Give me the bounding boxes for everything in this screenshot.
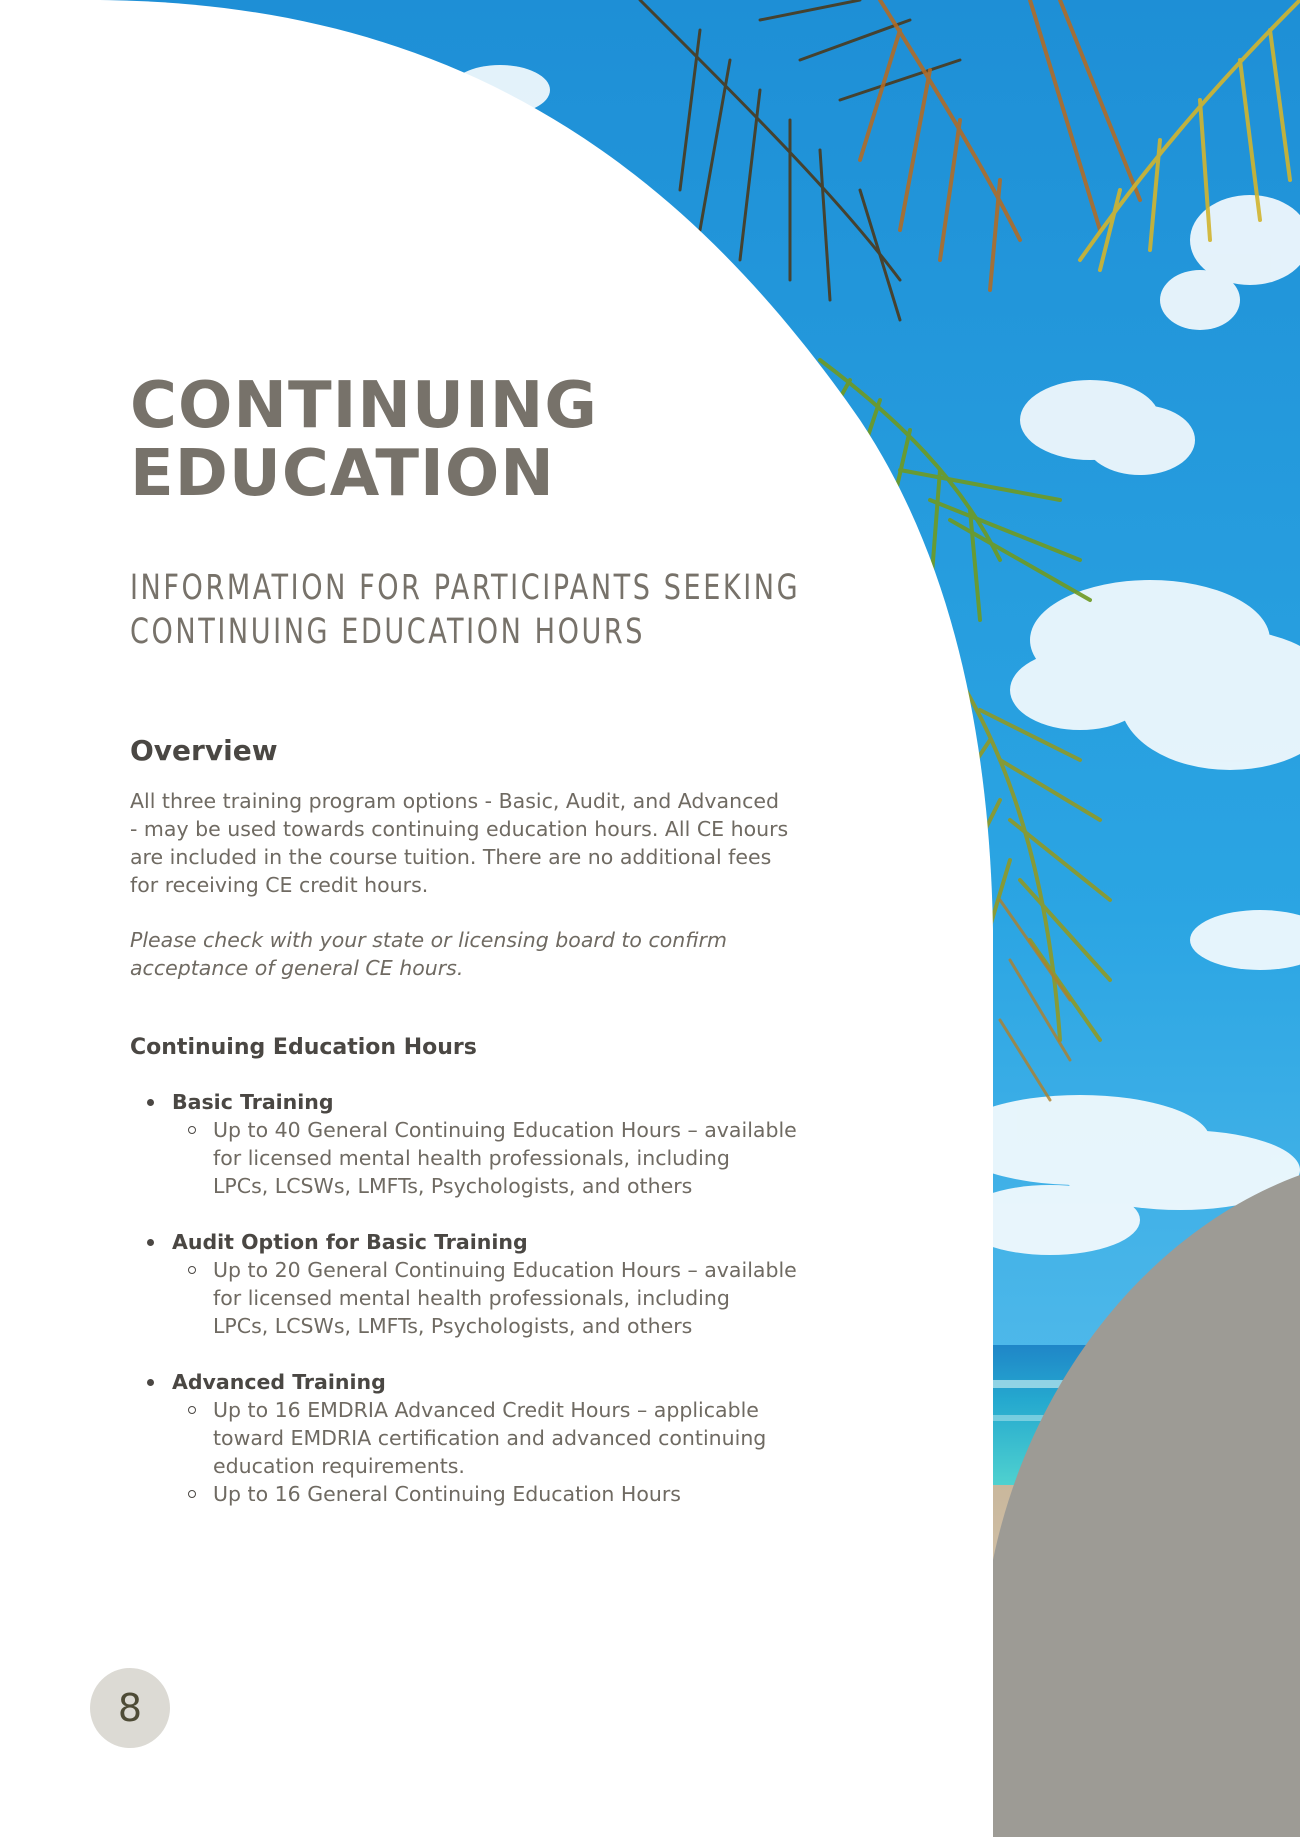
bullet-dot-icon xyxy=(147,1239,154,1246)
ce-hours-list xyxy=(130,1088,850,1508)
list-item-title: Audit Option for Basic Training xyxy=(172,1230,528,1254)
page-title-line: EDUCATION xyxy=(130,437,555,511)
sub-list xyxy=(172,1256,850,1340)
overview-paragraph xyxy=(130,787,830,899)
list-item-title: Advanced Training xyxy=(172,1370,386,1394)
circle-bullet-icon xyxy=(188,1490,196,1498)
circle-bullet-icon xyxy=(188,1266,196,1274)
sub-list xyxy=(172,1116,850,1200)
sub-item-line: LPCs, LCSWs, LMFTs, Psychologists, and others xyxy=(213,1314,693,1338)
circle-bullet-icon xyxy=(188,1406,196,1414)
overview-line: - may be used towards continuing education hours. All CE hours xyxy=(130,817,789,841)
sub-item-line: toward EMDRIA certification and advanced continuing xyxy=(213,1426,767,1450)
sub-item-line: Up to 40 General Continuing Education Hours – available xyxy=(213,1118,797,1142)
page-title xyxy=(130,369,850,511)
sub-item-line: for licensed mental health professionals, including xyxy=(213,1286,730,1310)
page-content xyxy=(130,369,850,1536)
page-number-badge: 8 xyxy=(90,1668,170,1748)
bullet-dot-icon xyxy=(147,1099,154,1106)
sub-list-item xyxy=(172,1256,850,1340)
ce-hours-heading: Continuing Education Hours xyxy=(130,1035,477,1060)
sub-item-line: education requirements. xyxy=(213,1454,465,1478)
sub-list-item xyxy=(172,1480,850,1508)
list-item-basic-training xyxy=(130,1088,850,1200)
sub-item-line: Up to 16 EMDRIA Advanced Credit Hours – applicable xyxy=(213,1398,759,1422)
sub-item-line: Up to 20 General Continuing Education Hours – available xyxy=(213,1258,797,1282)
sub-item-line: LPCs, LCSWs, LMFTs, Psychologists, and others xyxy=(213,1174,693,1198)
sub-item-line: Up to 16 General Continuing Education Hours xyxy=(213,1482,681,1506)
overview-line: for receiving CE credit hours. xyxy=(130,873,429,897)
sub-item-line: for licensed mental health professionals, including xyxy=(213,1146,730,1170)
list-item-title: Basic Training xyxy=(172,1090,334,1114)
sub-list xyxy=(172,1396,850,1508)
circle-bullet-icon xyxy=(188,1126,196,1134)
page-subtitle-line: INFORMATION FOR PARTICIPANTS SEEKING xyxy=(130,568,801,608)
note-line: acceptance of general CE hours. xyxy=(130,956,464,980)
list-item-advanced-training xyxy=(130,1368,850,1508)
bullet-dot-icon xyxy=(147,1379,154,1386)
page-title-line: CONTINUING xyxy=(130,369,598,443)
page-subtitle-line: CONTINUING EDUCATION HOURS xyxy=(130,612,646,652)
overview-line: are included in the course tuition. There are no additional fees xyxy=(130,845,772,869)
list-item-audit-option xyxy=(130,1228,850,1340)
licensing-note xyxy=(130,926,850,982)
page-subtitle xyxy=(130,566,852,654)
overview-heading: Overview xyxy=(130,734,278,767)
sub-list-item xyxy=(172,1396,850,1480)
overview-line: All three training program options - Basic, Audit, and Advanced xyxy=(130,789,780,813)
note-line: Please check with your state or licensing board to confirm xyxy=(130,928,727,952)
sub-list-item xyxy=(172,1116,850,1200)
